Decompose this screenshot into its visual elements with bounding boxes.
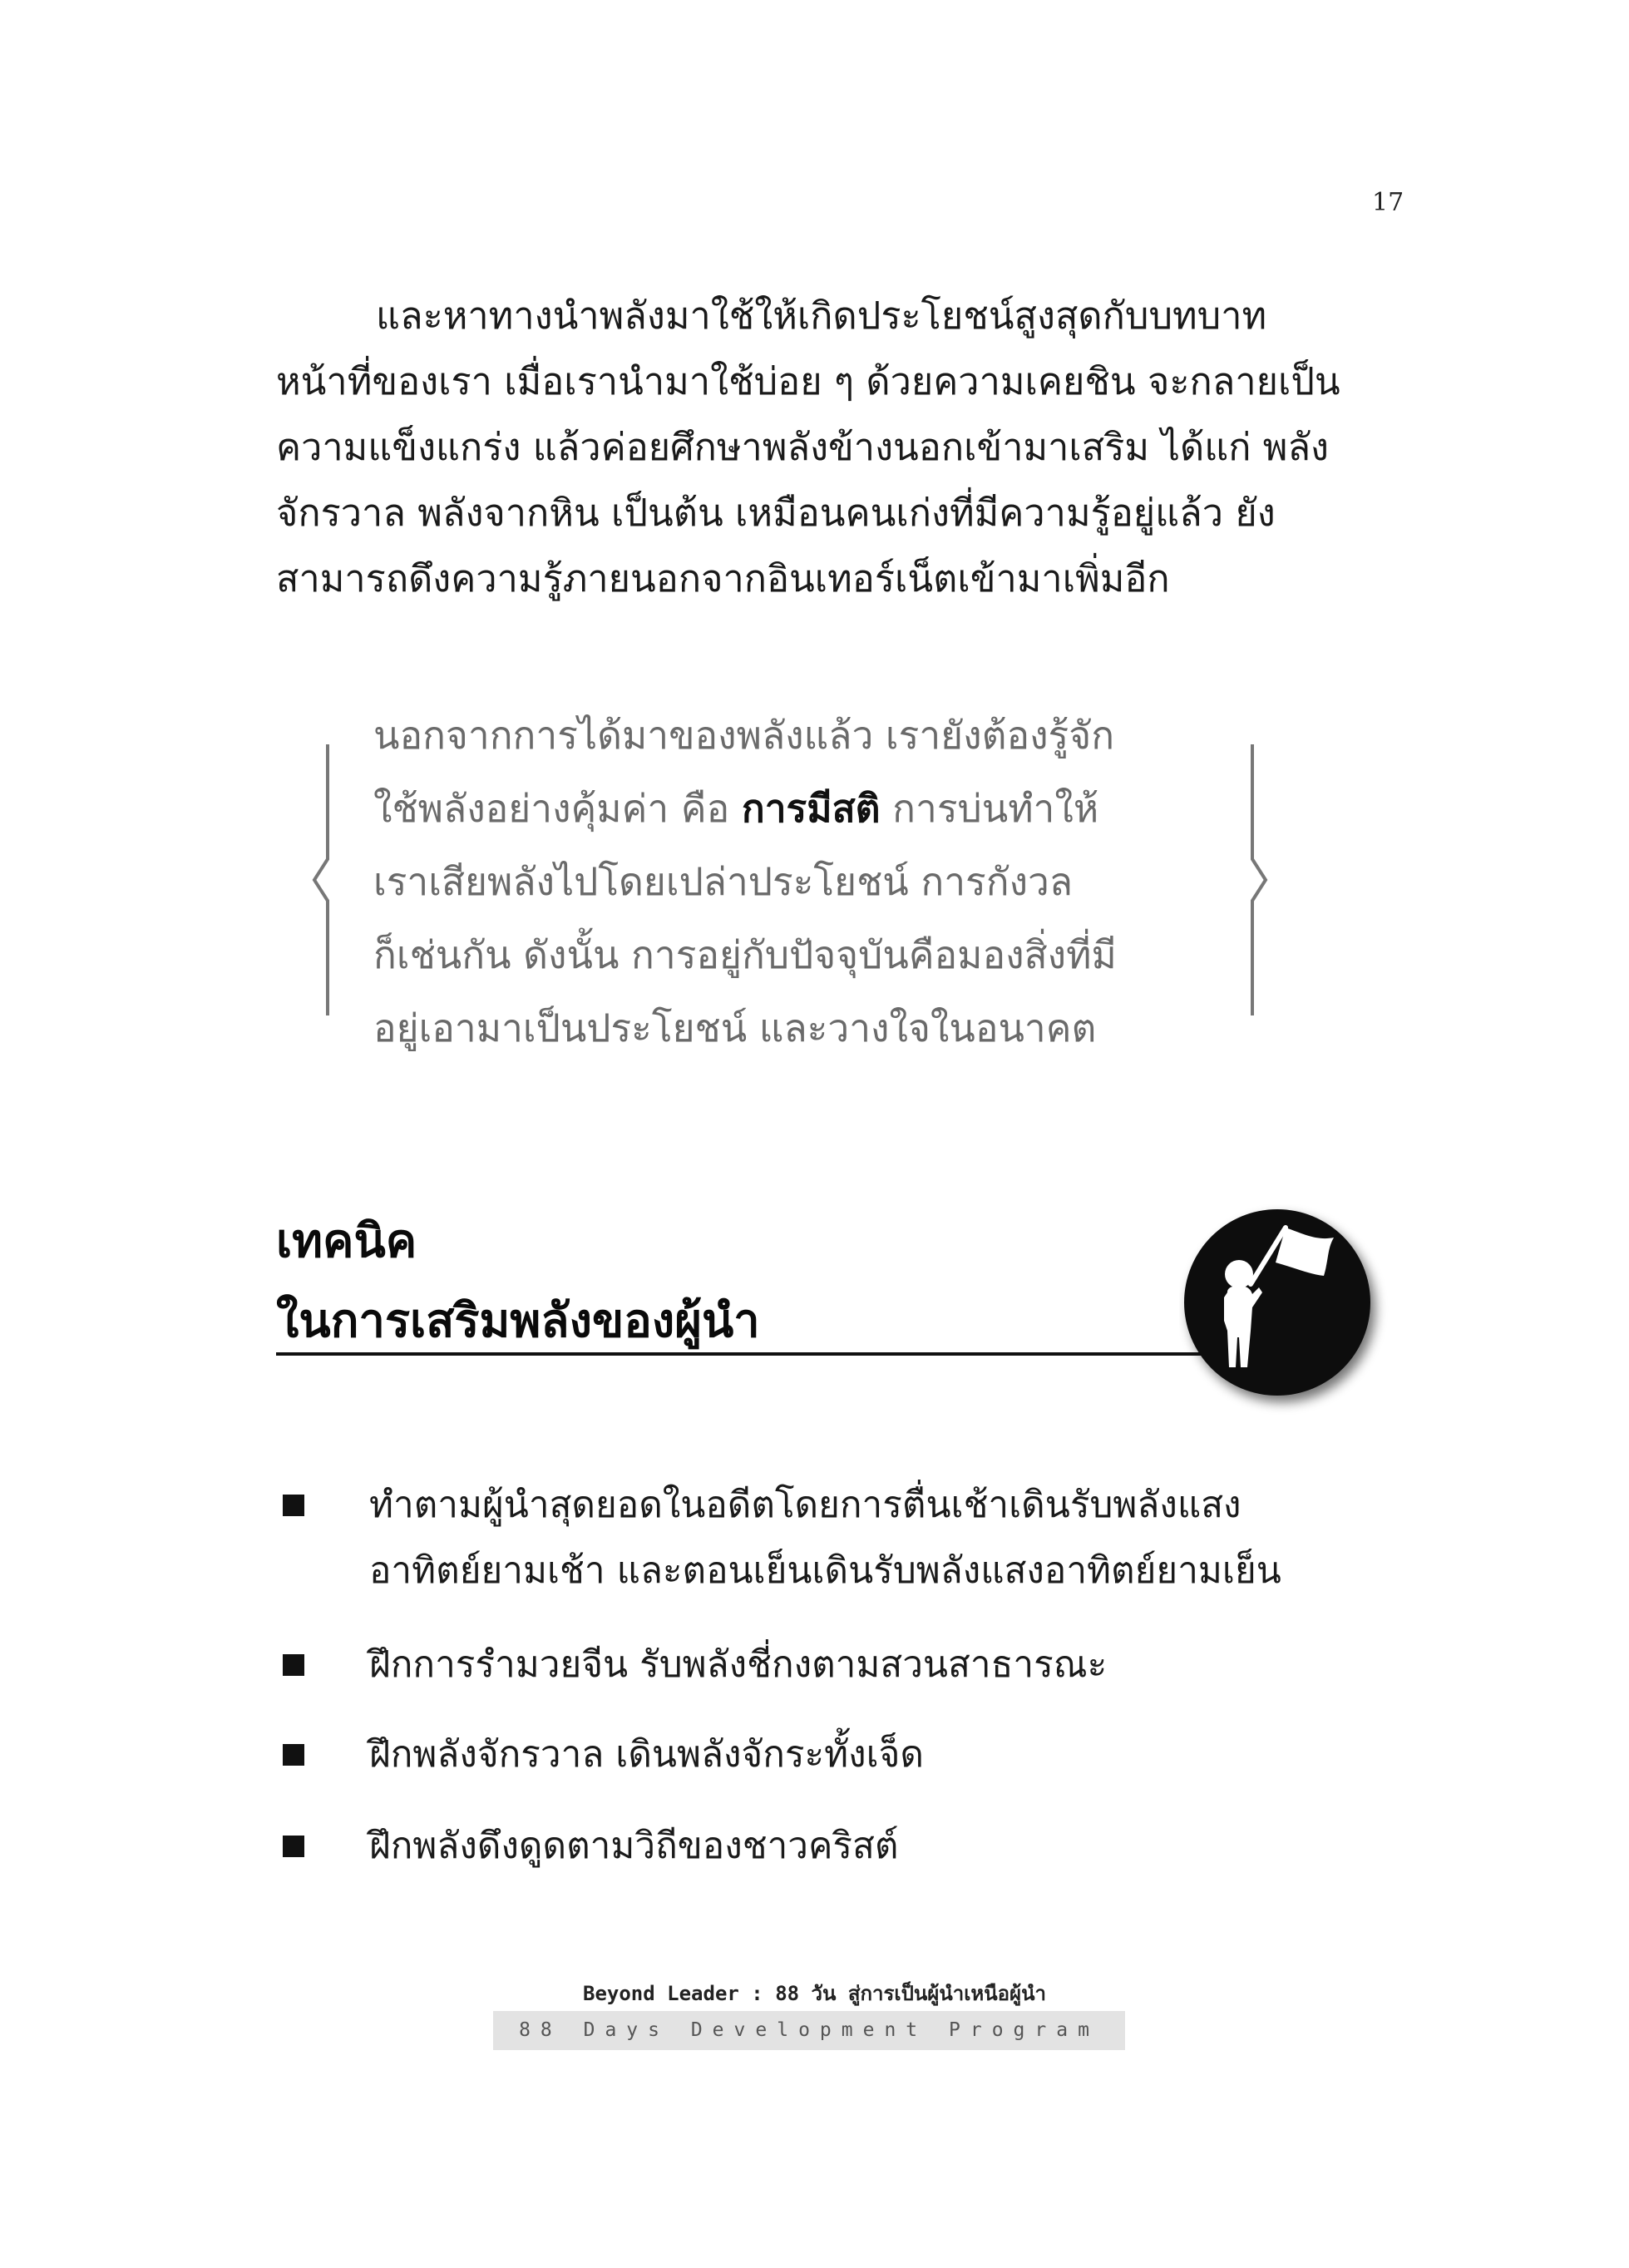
quote-line: นอกจากการได้มาของพลังแล้ว เรายังต้องรู้จัก: [373, 713, 1115, 758]
quote-text-segment: การบ่นทำให้: [880, 786, 1099, 831]
list-item-text: [369, 1722, 924, 1787]
pull-quote: [373, 699, 1238, 1065]
heading-line: เทคนิค: [276, 1214, 417, 1268]
body-line: ความแข็งแกร่ง แล้วค่อยศึกษาพลังข้างนอกเข้ามาเสริม ได้แก่ พลัง: [276, 425, 1330, 469]
heading-line: ในการเสริมพลังของผู้นำ: [276, 1294, 760, 1348]
quote-line: อยู่เอามาเป็นประโยชน์ และวางใจในอนาคต: [373, 1006, 1097, 1050]
body-line: และหาทางนำพลังมาใช้ให้เกิดประโยชน์สูงสุดกับบทบาท: [376, 294, 1267, 338]
body-line: จักรวาล พลังจากหิน เป็นต้น เหมือนคนเก่งที่มีความรู้อยู่แล้ว ยัง: [276, 491, 1276, 535]
list-item-line: ทำตามผู้นำสุดยอดในอดีตโดยการตื่นเช้าเดินรับพลังแสง: [369, 1484, 1241, 1526]
footer-subtitle: 88 Days Development Program: [519, 2019, 1099, 2041]
list-item-text: [369, 1632, 1107, 1697]
body-paragraph: [276, 283, 1340, 611]
quote-emphasis: การมีสติ: [741, 786, 881, 831]
quote-line: เราเสียพลังไปโดยเปล่าประโยชน์ การกังวล: [373, 859, 1074, 904]
quote-line: [373, 772, 1238, 845]
body-line: สามารถดึงความรู้ภายนอกจากอินเทอร์เน็ตเข้ามาเพิ่มอีก: [276, 556, 1170, 600]
leader-with-flag-icon: [1179, 1204, 1395, 1421]
heading-underline: [276, 1352, 1232, 1356]
quote-line: ก็เช่นกัน ดังนั้น การอยู่กับปัจจุบันคือมองสิ่งที่มี: [373, 932, 1117, 977]
bullet-square-icon: [283, 1836, 304, 1857]
bullet-square-icon: [283, 1744, 304, 1766]
list-item-line: ฝึกการรำมวยจีน รับพลังชี่กงตามสวนสาธารณะ: [369, 1643, 1108, 1686]
page-number: 17: [1372, 188, 1404, 217]
list-item-line: ฝึกพลังจักรวาล เดินพลังจักระทั้งเจ็ด: [369, 1733, 925, 1776]
footer-book-title: Beyond Leader : 88 วัน สู่การเป็นผู้นำเหนือผู้นำ: [583, 1982, 1046, 2005]
bullet-square-icon: [283, 1495, 304, 1516]
left-brace-icon: [309, 743, 334, 1017]
list-item-text: [369, 1472, 1281, 1603]
list-item-line: ฝึกพลังดึงดูดตามวิถีของชาวคริสต์: [369, 1825, 899, 1867]
list-item-line: อาทิตย์ยามเช้า และตอนเย็นเดินรับพลังแสงอาทิตย์ยามเย็น: [369, 1549, 1281, 1592]
body-line: หน้าที่ของเรา เมื่อเรานำมาใช้บ่อย ๆ ด้วยความเคยชิน จะกลายเป็น: [276, 359, 1340, 403]
section-heading: [276, 1202, 760, 1361]
bullet-square-icon: [283, 1654, 304, 1676]
list-item-text: [369, 1813, 898, 1879]
right-brace-icon: [1246, 743, 1271, 1017]
quote-text-segment: ใช้พลังอย่างคุ้มค่า คือ: [373, 786, 742, 831]
